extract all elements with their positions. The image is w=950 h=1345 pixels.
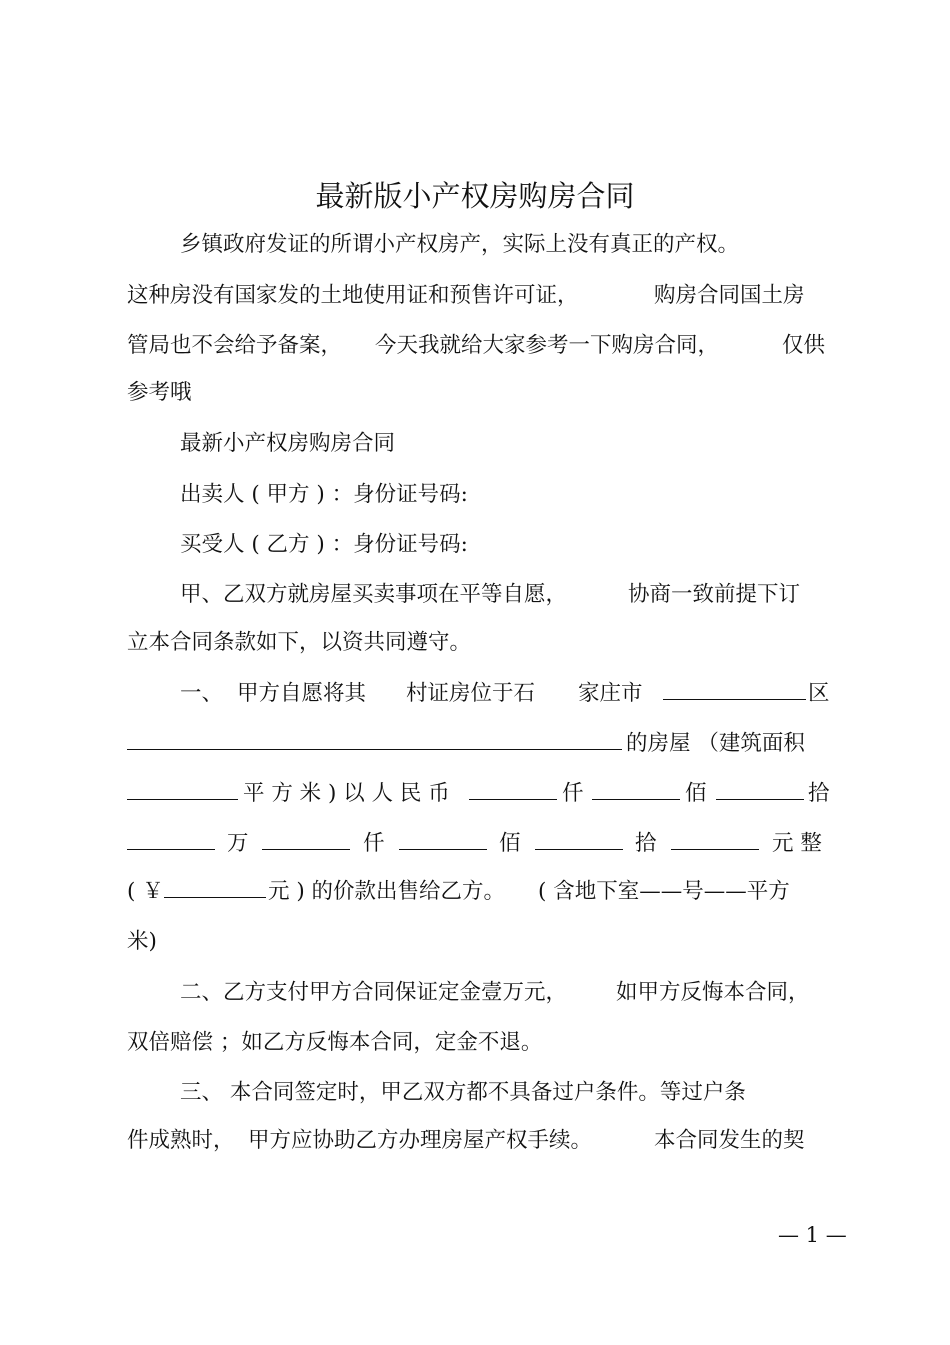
unit-shi-2: 拾	[635, 831, 657, 856]
clause1-text-a: 甲方自愿将其	[237, 681, 367, 706]
clause1-text-c: 家庄市	[578, 681, 643, 706]
clause2-line-1a: 二、乙方支付甲方合同保证定金壹万元，	[180, 980, 568, 1005]
clause3-line-2a: 件成熟时，	[127, 1128, 235, 1153]
document-title: 最新版小产权房购房合同	[315, 179, 635, 213]
intro-line-3b: 今天我就给大家参考一下购房合同，	[375, 333, 720, 358]
unit-bai-2: 佰	[499, 831, 521, 856]
unit-yuan-zheng: 元 整	[772, 831, 822, 856]
intro-line-1: 乡镇政府发证的所谓小产权房产，实际上没有真正的产权。	[180, 232, 740, 257]
clause1-text-b: 村证房位于石	[406, 681, 536, 706]
unit-shi-1: 拾	[808, 781, 830, 806]
amount-blank-4	[127, 829, 215, 859]
amount-figure-blank	[164, 877, 266, 907]
clause1-number: 一、	[180, 681, 224, 706]
clause3-line-2b: 甲方应协助乙方办理房屋产权手续。	[248, 1128, 593, 1153]
clause1-text-d: 区	[808, 681, 830, 706]
intro-line-3c: 仅供	[782, 333, 826, 358]
contract-heading: 最新小产权房购房合同	[180, 431, 396, 456]
intro-line-2b: 购房合同国土房	[654, 283, 805, 308]
unit-qian-1: 仟	[562, 781, 584, 806]
clause1-area-text: 平 方 米 ) 以 人 民 币	[243, 781, 450, 806]
seller-line: 出卖人 ( 甲方 ) ：身份证号码:	[180, 482, 468, 507]
clause3-line-2c: 本合同发生的契	[654, 1128, 805, 1153]
preamble-line-1b: 协商一致前提下订	[628, 582, 801, 607]
clause1-basement-unit: 米)	[127, 929, 157, 954]
clause3-line-1: 三、 本合同签定时，甲乙双方都不具备过户条件。等过户条	[180, 1080, 746, 1105]
amount-blank-8	[671, 829, 759, 859]
amount-blank-6	[399, 829, 487, 859]
intro-line-3a: 管局也不会给予备案，	[127, 333, 343, 358]
buyer-line: 买受人 ( 乙方 ) ：身份证号码:	[180, 532, 468, 557]
clause1-price-text: 元 ) 的价款出售给乙方。	[268, 879, 506, 904]
preamble-line-2: 立本合同条款如下，以资共同遵守。	[127, 630, 472, 655]
amount-blank-1	[469, 779, 557, 809]
unit-bai-1: 佰	[685, 781, 707, 806]
amount-blank-7	[535, 829, 623, 859]
page-number: — 1 —	[778, 1223, 847, 1247]
clause2-line-1b: 如甲方反悔本合同，	[616, 980, 810, 1005]
clause1-house-text: 的房屋 （建筑面积	[626, 731, 805, 756]
amount-blank-2	[592, 779, 680, 809]
unit-wan: 万	[227, 831, 249, 856]
unit-qian-2: 仟	[363, 831, 385, 856]
clause2-line-2: 双倍赔偿 ；如乙方反悔本合同，定金不退。	[127, 1030, 543, 1055]
preamble-line-1a: 甲、乙双方就房屋买卖事项在平等自愿，	[180, 582, 568, 607]
address-blank	[127, 729, 622, 759]
currency-open: ( ￥	[127, 879, 164, 904]
area-blank	[127, 779, 238, 809]
clause1-basement-text: ( 含地下室——号——平方	[538, 879, 790, 904]
amount-blank-3	[716, 779, 804, 809]
intro-line-4: 参考哦	[127, 380, 192, 405]
intro-line-2a: 这种房没有国家发的土地使用证和预售许可证，	[127, 283, 579, 308]
amount-blank-5	[262, 829, 350, 859]
district-blank	[663, 679, 806, 709]
